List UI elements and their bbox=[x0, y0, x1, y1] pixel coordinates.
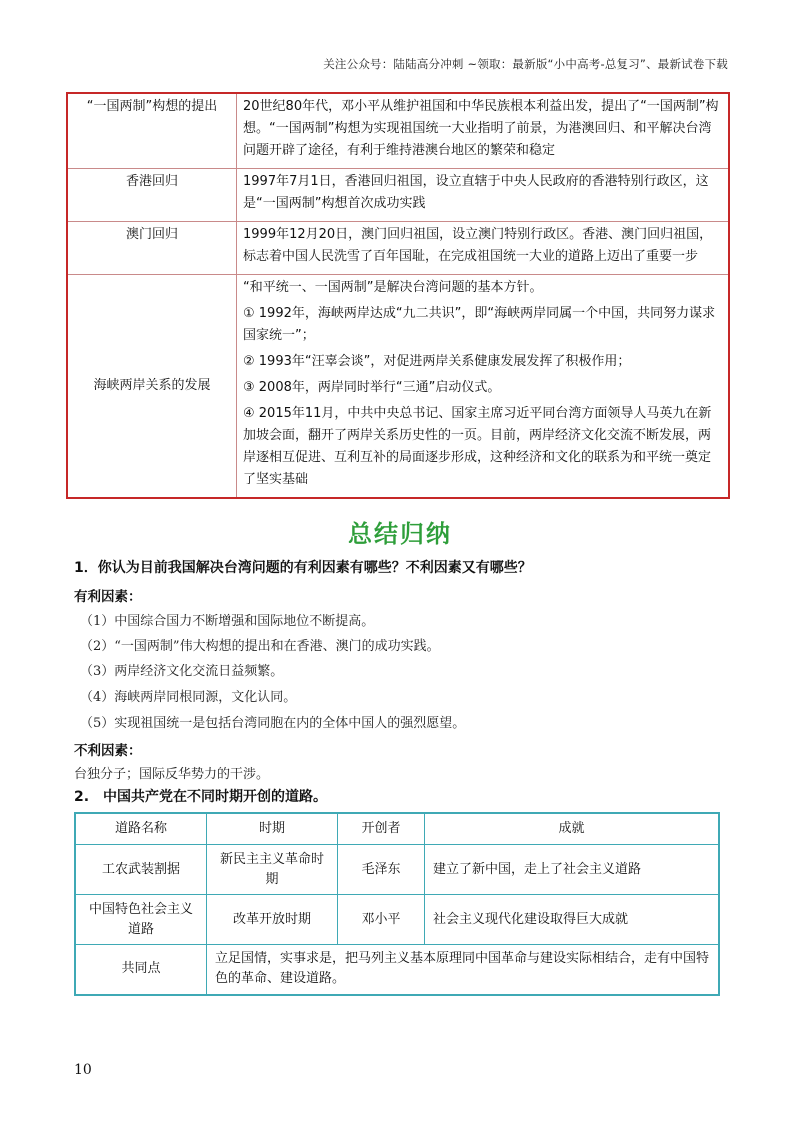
table-row bbox=[75, 845, 719, 895]
path-period: 新民主主义革命时期 bbox=[207, 845, 338, 895]
row-label: 海峡两岸关系的发展 bbox=[67, 275, 237, 499]
row-paragraph: 1997年7月1日，香港回归祖国，设立直辖于中央人民政府的香港特别行政区，这是“一国两制”构想首次成功实践 bbox=[243, 174, 709, 211]
table-row bbox=[67, 93, 729, 169]
table-row bbox=[67, 275, 729, 499]
column-header: 成就 bbox=[425, 813, 720, 845]
row-text bbox=[237, 222, 730, 275]
favorable-heading: 有利因素： bbox=[74, 589, 142, 605]
question-2: 2. 中国共产党在不同时期开创的道路。 bbox=[74, 789, 328, 805]
unfavorable-text: 台独分子；国际反华势力的干涉。 bbox=[74, 767, 270, 782]
table-row bbox=[67, 169, 729, 222]
row-text bbox=[237, 93, 730, 169]
table-row bbox=[75, 895, 719, 945]
row-paragraph: ① 1992年，海峡两岸达成“九二共识”，即“海峡两岸同属一个中国，共同努力谋求国家统一”； bbox=[243, 306, 716, 343]
path-achievement: 建立了新中国，走上了社会主义道路 bbox=[425, 845, 720, 895]
table-row bbox=[67, 222, 729, 275]
unfavorable-heading: 不利因素： bbox=[74, 743, 142, 759]
row-paragraph: ④ 2015年11月，中共中央总书记、国家主席习近平同台湾方面领导人马英九在新加坡会面，翻开了两岸关系历史性的一页。目前，两岸经济文化交流不断发展，两岸逐相互促进、互利互补的局面逐步形成，这种经济和文化的联系为和平统一奠定了坚实基础 bbox=[243, 406, 712, 487]
section-title: 总结归纳 bbox=[348, 520, 452, 548]
row-paragraph: 1999年12月20日，澳门回归祖国，设立澳门特别行政区。香港、澳门回归祖国，标志着中国人民洗雪了百年国耻，在完成祖国统一大业的道路上迈出了重要一步 bbox=[243, 227, 713, 264]
row-paragraph: 20世纪80年代，邓小平从维护祖国和中华民族根本利益出发，提出了“一国两制”构想。“一国两制”构想为实现祖国统一大业指明了前景，为港澳回归、和平解决台湾问题开辟了途径，有利于维持港澳台地区的繁荣和稳定 bbox=[243, 99, 719, 158]
path-name: 中国特色社会主义道路 bbox=[75, 895, 207, 945]
header-promo-note: 关注公众号：陆陆高分冲刺 ~领取：最新版“小中高考-总复习”、最新试卷下载 bbox=[323, 57, 728, 71]
favorable-item: （4）海峡两岸同根同源，文化认同。 bbox=[80, 690, 297, 705]
favorable-item: （2）“一国两制”伟大构想的提出和在香港、澳门的成功实践。 bbox=[80, 639, 440, 654]
row-text bbox=[237, 275, 730, 499]
row-label: 香港回归 bbox=[67, 169, 237, 222]
page-number: 10 bbox=[74, 1062, 92, 1078]
column-header: 时期 bbox=[207, 813, 338, 845]
path-achievement: 社会主义现代化建设取得巨大成就 bbox=[425, 895, 720, 945]
path-founder: 邓小平 bbox=[338, 895, 425, 945]
path-name: 工农武装割据 bbox=[75, 845, 207, 895]
row-text bbox=[237, 169, 730, 222]
path-period: 改革开放时期 bbox=[207, 895, 338, 945]
row-label: 澳门回归 bbox=[67, 222, 237, 275]
favorable-item: （1）中国综合国力不断增强和国际地位不断提高。 bbox=[80, 614, 375, 629]
common-label: 共同点 bbox=[75, 945, 207, 995]
row-label: “一国两制”构想的提出 bbox=[67, 93, 237, 169]
question-1: 1．你认为目前我国解决台湾问题的有利因素有哪些？不利因素又有哪些？ bbox=[74, 560, 532, 576]
column-header: 道路名称 bbox=[75, 813, 207, 845]
favorable-item: （5）实现祖国统一是包括台湾同胞在内的全体中国人的强烈愿望。 bbox=[80, 716, 466, 731]
favorable-item: （3）两岸经济文化交流日益频繁。 bbox=[80, 664, 284, 679]
table-header-row bbox=[75, 813, 719, 845]
reunification-table bbox=[66, 92, 730, 499]
paths-table bbox=[74, 812, 720, 996]
column-header: 开创者 bbox=[338, 813, 425, 845]
row-paragraph: “和平统一、一国两制”是解决台湾问题的基本方针。 bbox=[243, 280, 543, 295]
row-paragraph: ③ 2008年，两岸同时举行“三通”启动仪式。 bbox=[243, 380, 501, 395]
common-text: 立足国情，实事求是，把马列主义基本原理同中国革命与建设实际相结合，走有中国特色的革命、建设道路。 bbox=[207, 945, 720, 995]
path-founder: 毛泽东 bbox=[338, 845, 425, 895]
table-row bbox=[75, 945, 719, 995]
row-paragraph: ② 1993年“汪辜会谈”，对促进两岸关系健康发展发挥了积极作用； bbox=[243, 354, 631, 369]
